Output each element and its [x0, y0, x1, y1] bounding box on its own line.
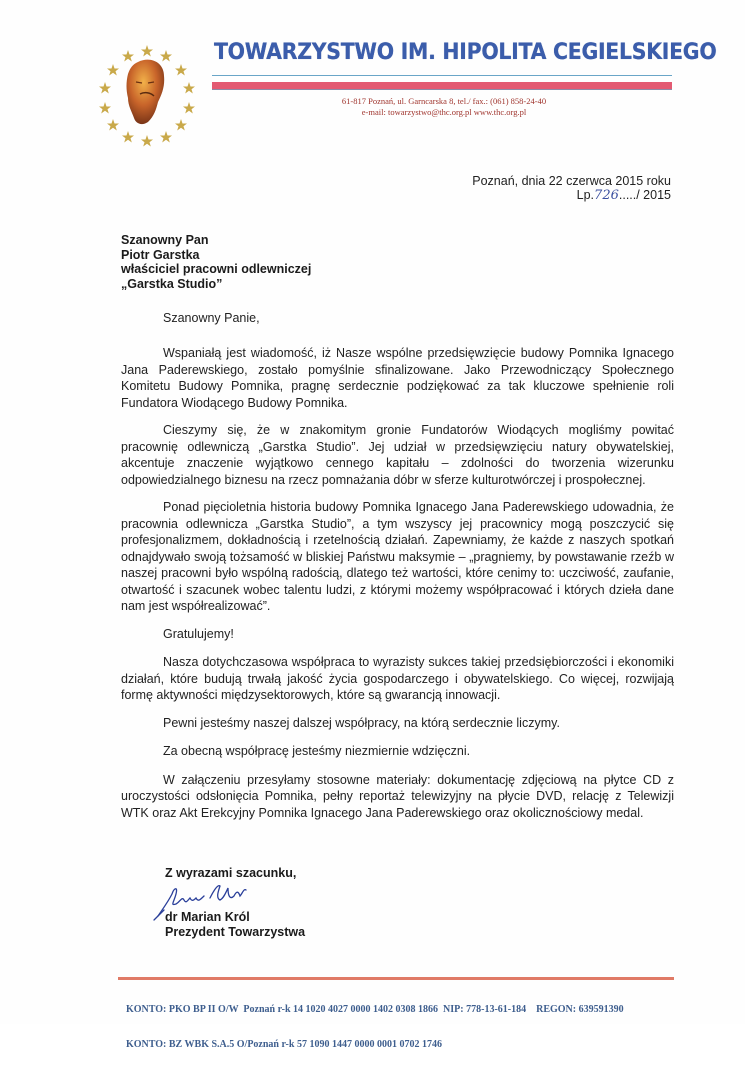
addressee-block: Szanowny Pan Piotr Garstka właściciel pracowni odlewniczej „Garstka Studio” — [121, 233, 312, 291]
footer-line-2: KONTO: BZ WBK S.A.5 O/Poznań r-k 57 1090 1447 0000 0001 0702 1746 — [126, 1038, 442, 1050]
organization-name: TOWARZYSTWO IM. HIPOLITA CEGIELSKIEGO — [214, 40, 717, 65]
address-line: 61-817 Poznań, ul. Garncarska 8, tel./ fax.: (061) 858-24-40 — [341, 96, 547, 106]
date-block — [472, 174, 671, 203]
body-paragraph: Cieszymy się, że w znakomitym gronie Fundatorów Wiodących mogliśmy powitać pracownię odlewniczą „Garstka Studio”. Jej udział w przedsięwzięciu natury obywatelskiej, akcentuje znaczenie wyjątkowo cennego kapitału – zdolności do tworzenia wizerunku odpowiedzialnego biznesu na rzecz pomnażania dóbr w sferze kulturotwórczej i prospołecznej. — [121, 423, 674, 487]
salutation: Szanowny Panie, — [163, 311, 260, 325]
letter-body — [121, 345, 674, 832]
place-date: Poznań, dnia 22 czerwca 2015 roku — [472, 174, 671, 188]
reference-number: Lp.726...../ 2015 — [576, 188, 671, 203]
signer-name: dr Marian Król — [165, 910, 250, 924]
signer-block — [165, 910, 305, 940]
closing-phrase: Z wyrazami szacunku, — [165, 866, 297, 880]
handwritten-ref-number: 726 — [594, 188, 619, 203]
body-paragraph: W załączeniu przesyłamy stosowne materiały: dokumentację zdjęciową na płytce CD z uroczystości odsłonięcia Pomnika, pełny reportaż telewizyjny na płycie DVD, relację z Telewizji WTK oraz Akt Erekcyjny Pomnika Ignacego Jana Paderewskiego oraz okolicznościowy medal. — [121, 772, 674, 820]
flag-divider — [212, 75, 672, 90]
email-web-line: e-mail: towarzystwo@thc.org.pl www.thc.org.pl — [361, 107, 527, 117]
body-paragraph: Za obecną współpracę jesteśmy niezmiernie wdzięczni. — [163, 744, 471, 758]
letterhead-contact — [214, 96, 674, 118]
body-paragraph: Gratulujemy! — [163, 626, 234, 641]
body-paragraph: Pewni jesteśmy naszej dalszej współpracy, na którą serdecznie liczymy. — [163, 715, 560, 730]
body-paragraph: Nasza dotychczasowa współpraca to wyrazisty sukces takiej przedsiębiorczości i ekonomiki działań, które budują trwałą jakość życia gospodarczego i obywatelskiego. Co więcej, rozwijają formę aktywności międzysektorowych, które są gwarancją innowacji. — [121, 655, 674, 702]
body-paragraph: Wspaniałą jest wiadomość, iż Nasze wspólne przedsięwzięcie budowy Pomnika Ignacego Jana Paderewskiego, zostało pomyślnie sfinalizowane. Jako Przewodniczący Społecznego Komitetu Budowy Pomnika, pragnę serdecznie podziękować za tak kluczowe spełnienie roli Fundatora Wiodącego Budowy Pomnika. — [121, 346, 674, 410]
footer-divider — [118, 977, 674, 980]
body-paragraph: Ponad pięcioletnia historia budowy Pomnika Ignacego Jana Paderewskiego udowadnia, że pracownia odlewnicza „Garstka Studio”, a tym wszyscy jej pracownicy mogą poszczycić się profesjonalizmem, dokładnością i rzetelnością działań. Zapewniamy, że każde z naszych spotkań odnajdywało swoją tożsamość w bliskiej Państwu maksymie – „pragniemy, by powstawanie rzeźb w naszej pracowni było wspólną radością, dlatego też wartości, które cenimy to: uczciwość, zaufanie, otwartość i szacunek wobec talentu ludzi, z którymi możemy współpracować i których dzieła dane nam jest współrealizować”. — [121, 500, 674, 613]
signer-title: Prezydent Towarzystwa — [165, 925, 306, 939]
bank-account-footer — [126, 981, 624, 1073]
bust-star-ring-logo-icon — [88, 42, 206, 150]
footer-line-1: KONTO: PKO BP II O/W Poznań r-k 14 1020 4027 0000 1402 0308 1866 NIP: 778-13-61-184 REGON: 639591390 — [126, 1004, 624, 1015]
